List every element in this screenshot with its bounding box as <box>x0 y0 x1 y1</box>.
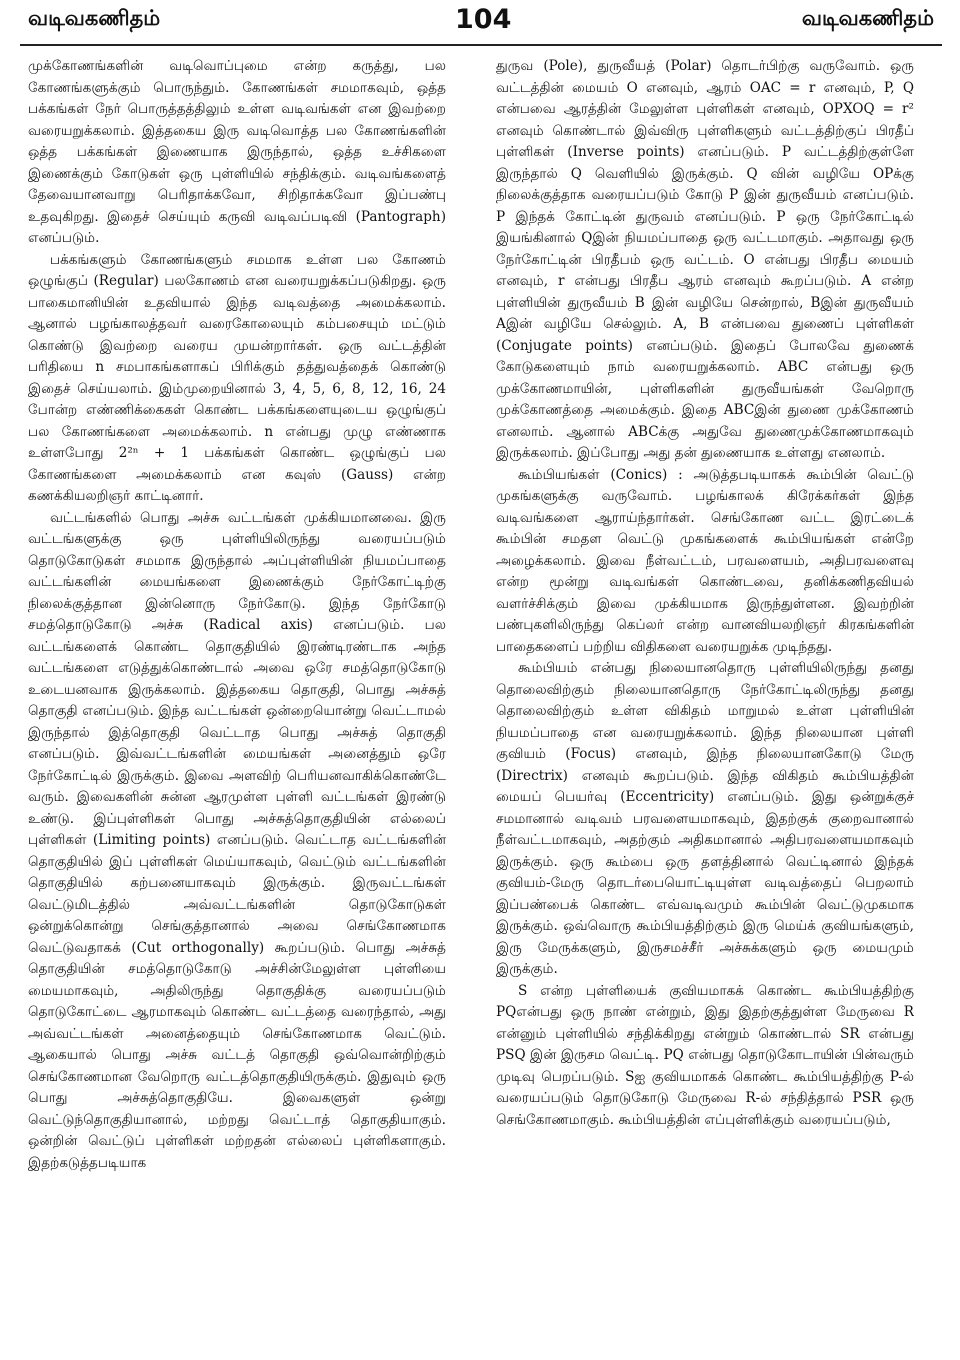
paragraph: கூம்பியங்கள் (Conics) : அடுத்தபடியாகக் கூம்பின் வெட்டு முகங்களுக்கு வருவோம். பழங்காலக் கிரேக்கர்கள் இந்த வடிவங்களை ஆராய்ந்தார்கள். செங்கோண வட்ட இரட்டைக் கூம்பின் சமதள வெட்டு முகங்களைக் கூம்பியங்கள் என்றே அழைக்கலாம். இவை நீள்வட்டம், பரவளையம், அதிபரவளைவு என்ற மூன்று வடிவங்கள் கொண்டவை, தனிக்கணிதவியல் வளர்ச்சிக்கும் இவை முக்கியமாக இருந்துள்ளன. இவற்றின் பண்புகளிலிருந்து கெப்லர் என்ற வானவியலறிஞர் கிரகங்களின் பாதைகளைப் பற்றிய விதிகளை வரையறுக்க முடிந்தது. <box>496 466 914 655</box>
running-title-right: வடிவகணிதம் <box>801 6 934 30</box>
header-rule <box>20 44 942 46</box>
paragraph: S என்ற புள்ளியைக் குவியமாகக் கொண்ட கூம்பியத்திற்கு PQஎன்பது ஒரு நாண் என்றும், இது இதற்குத்துள்ள மேருவை R என்னும் புள்ளியில் சந்திக்கிறது என்றும் கொண்டால் SR என்பது PSQ இன் இருசம வெட்டி. PQ என்பது தொடுகோடாயின் பின்வரும் முடிவு பெறப்படும். Sஐ குவியமாகக் கொண்ட கூம்பியத்திற்கு P-ல் வரையப்படும் தொடுகோடு மேருவை R-ல் சந்தித்தால் PSR ஒரு செங்கோணமாகும். கூம்பியத்தின் எப்புள்ளிக்கும் வரையப்படும், <box>496 982 914 1128</box>
paragraph: பக்கங்களும் கோணங்களும் சமமாக உள்ள பல கோணம் ஒழுங்குப் (Regular) பலகோணம் என வரையறுக்கப்படுகிறது. ஒரு பாகைமானியின் உதவியால் இந்த வடிவத்தை அமைக்கலாம். ஆனால் பழங்காலத்தவர் வரைகோலையும் கம்பசையும் மட்டும் கொண்டு இவற்றை வரைய முயன்றார்கள். ஒரு வட்டத்தின் பரிதியை n சமபாகங்களாகப் பிரிக்கும் தத்துவத்தைக் கொண்டு இதைச் செய்யலாம். இம்முறையினால் 3, 4, 5, 6, 8, 12, 16, 24 போன்ற எண்ணிக்கைகள் கொண்ட பக்கங்களையுடைய ஒழுங்குப் பல கோணங்களை அமைக்கலாம். n என்பது முழு எண்ணாக உள்ளபோது 2²ⁿ + 1 பக்கங்கள் கொண்ட ஒழுங்குப் பல கோணங்களை அமைக்கலாம் என கவுஸ் (Gauss) என்ற கணக்கியலறிஞர் காட்டினார். <box>28 251 446 504</box>
left-column <box>28 56 446 1346</box>
paragraph: துருவ (Pole), துருவீயத் (Polar) தொடர்பிற்கு வருவோம். ஒரு வட்டத்தின் மையம் O எனவும், ஆரம் OAC = r எனவும், P, Q என்பவை ஆரத்தின் மேலுள்ள புள்ளிகள் எனவும், OPXOQ = r² எனவும் கொண்டால் இவ்விரு புள்ளிகளும் வட்டத்திற்குப் பிரதீப் புள்ளிகள் (Inverse points) எனப்படும். P வட்டத்திற்குள்ளே இருந்தால் Q வெளியில் இருக்கும். Q வின் வழியே OPக்கு நிலைக்குத்தாக வரையப்படும் கோடு P இன் துருவீயம் எனப்படும். P இந்தக் கோட்டின் துருவம் எனப்படும். P ஒரு நேர்கோட்டில் இயங்கினால் Qஇன் நியமப்பாதை ஒரு வட்டமாகும். அதாவது ஒரு நேர்கோட்டின் பிரதீபம் ஒரு வட்டம். O என்பது பிரதீப மையம் எனவும், r என்பது பிரதீப ஆரம் எனவும் கூறப்படும். A என்ற புள்ளியின் துருவீயம் B இன் வழியே சென்றால், Bஇன் துருவீயம் Aஇன் வழியே செல்லும். A, B என்பவை துணைப் புள்ளிகள் (Conjugate points) எனப்படும். இதைப் போலவே துணைக் கோடுகளையும் நாம் வரையறுக்கலாம். ABC என்பது ஒரு முக்கோணமாயின், புள்ளிகளின் துருவீயங்கள் வேறொரு முக்கோணத்தை அமைக்கும். இதை ABCஇன் துணை முக்கோணம் எனலாம். ஆனால் ABCக்கு அதுவே துணைமுக்கோணமாகவும் இருக்கலாம். இப்போது அது தன் துணையாக உள்ளது எனலாம். <box>496 58 914 461</box>
right-column <box>496 56 914 1346</box>
paragraph: கூம்பியம் என்பது நிலையானதொரு புள்ளியிலிருந்து தனது தொலைவிற்கும் நிலையானதொரு நேர்கோட்டிலிருந்து தனது தொலைவிற்கும் உள்ள விகிதம் மாறுமல் உள்ள புள்ளியின் நியமப்பாதை என வரையறுக்கலாம். இந்த நிலையான புள்ளி குவியம் (Focus) எனவும், இந்த நிலையானகோடு மேரு (Directrix) எனவும் கூறப்படும். இந்த விகிதம் கூம்பியத்தின் மையப் பெயர்வு (Eccentricity) எனப்படும். இது ஒன்றுக்குச் சமமானால் வடிவம் பரவளையமாகவும், இதற்குக் குறைவானால் நீள்வட்டமாகவும், அதற்கும் அதிகமானால் அதிபரவளையமாகவும் இருக்கும். ஒரு கூம்பை ஒரு தளத்தினால் வெட்டினால் இந்தக் குவியம்-மேரு தொடர்பையொட்டியுள்ள வடிவத்தைப் பெறலாம் இப்பண்பைக் கொண்ட எவ்வடிவமும் கூம்பின் வெட்டுமுகமாக இருக்கும். ஒவ்வொரு கூம்பியத்திற்கும் இரு மெய்க் குவியங்களும், இரு மேருக்களும், இருசமச்சீர் அச்சுக்களும் ஒரு மையமும் இருக்கும். <box>496 660 914 977</box>
running-title-left: வடிவகணிதம் <box>28 6 161 30</box>
page-header <box>0 0 960 46</box>
page-number: 104 <box>455 4 512 35</box>
paragraph: முக்கோணங்களின் வடிவொப்புமை என்ற கருத்து, பல கோணங்களுக்கும் பொருந்தும். கோணங்கள் சமமாகவும், ஒத்த பக்கங்கள் நேர் பொருத்தத்திலும் உள்ள வடிவங்கள் என இவற்றை வரையறுக்கலாம். இத்தகைய இரு வடிவொத்த பல கோணங்களின் ஒத்த பக்கங்கள் இணையாக இருந்தால், ஒத்த உச்சிகளை இணைக்கும் கோடுகள் ஒரு புள்ளியில் சந்திக்கும். வடிவங்களைத் தேவையானவாறு பெரிதாக்கவோ, சிறிதாக்கவோ இப்பண்பு உதவுகிறது. இதைச் செய்யும் கருவி வடிவப்படிவி (Pantograph) எனப்படும். <box>28 58 446 246</box>
paragraph: வட்டங்களில் பொது அச்சு வட்டங்கள் முக்கியமானவை. இரு வட்டங்களுக்கு ஒரு புள்ளியிலிருந்து வரையப்படும் தொடுகோடுகள் சமமாக இருந்தால் அப்புள்ளியின் நியமப்பாதை வட்டங்களின் மையங்களை இணைக்கும் நேர்கோட்டிற்கு நிலைக்குத்தான இன்னொரு நேர்கோடு. இந்த நேர்கோடு சமத்தொடுகோடு அச்சு (Radical axis) எனப்படும். பல வட்டங்களைக் கொண்ட தொகுதியில் இரண்டிரண்டாக அந்த வட்டங்களை எடுத்துக்கொண்டால் அவை ஒரே சமத்தொடுகோடு உடையனவாக இருக்கலாம். இத்தகைய தொகுதி, பொது அச்சுத் தொகுதி எனப்படும். இந்த வட்டங்கள் ஒன்றையொன்று வெட்டாமல் இருந்தால் இத்தொகுதி வெட்டாத பொது அச்சுத் தொகுதி எனப்படும். இவ்வட்டங்களின் மையங்கள் அனைத்தும் ஒரே நேர்கோட்டில் இருக்கும். இவை அளவிற் பெரியனவாகிக்கொண்டே வரும். இவைகளின் சுன்ன ஆரமுள்ள புள்ளி வட்டங்கள் இரண்டு உண்டு. இப்புள்ளிகள் பொது அச்சுத்தொகுதியின் எல்லைப் புள்ளிகள் (Limiting points) எனப்படும். வெட்டாத வட்டங்களின் தொகுதியில் இப் புள்ளிகள் மெய்யாகவும், வெட்டும் வட்டங்களின் தொகுதியில் கற்பனையாகவும் இருக்கும். இருவட்டங்கள் வெட்டுமிடத்தில் அவ்வட்டங்களின் தொடுகோடுகள் ஒன்றுக்கொன்று செங்குத்தானால் அவை செங்கோணமாக வெட்டுவதாகக் (Cut orthogonally) கூறப்படும். பொது அச்சுத் தொகுதியின் சமத்தொடுகோடு அச்சின்மேலுள்ள புள்ளியை மையமாகவும், அதிலிருந்து தொகுதிக்கு வரையப்படும் தொடுகோட்டை ஆரமாகவும் கொண்ட வட்டத்தை வரைந்தால், அது அவ்வட்டங்கள் அனைத்தையும் செங்கோணமாக வெட்டும். ஆகையால் பொது அச்சு வட்டத் தொகுதி ஒவ்வொன்றிற்கும் செங்கோணமான வேறொரு வட்டத்தொகுதியிருக்கும். இதுவும் ஒரு பொது அச்சுத்தொகுதியே. இவைகளுள் ஒன்று வெட்டுந்தொகுதியானால், மற்றது வெட்டாத் தொகுதியாகும். ஒன்றின் வெட்டுப் புள்ளிகள் மற்றதன் எல்லைப் புள்ளிகளாகும். இதற்கடுத்தபடியாக <box>28 509 446 1171</box>
